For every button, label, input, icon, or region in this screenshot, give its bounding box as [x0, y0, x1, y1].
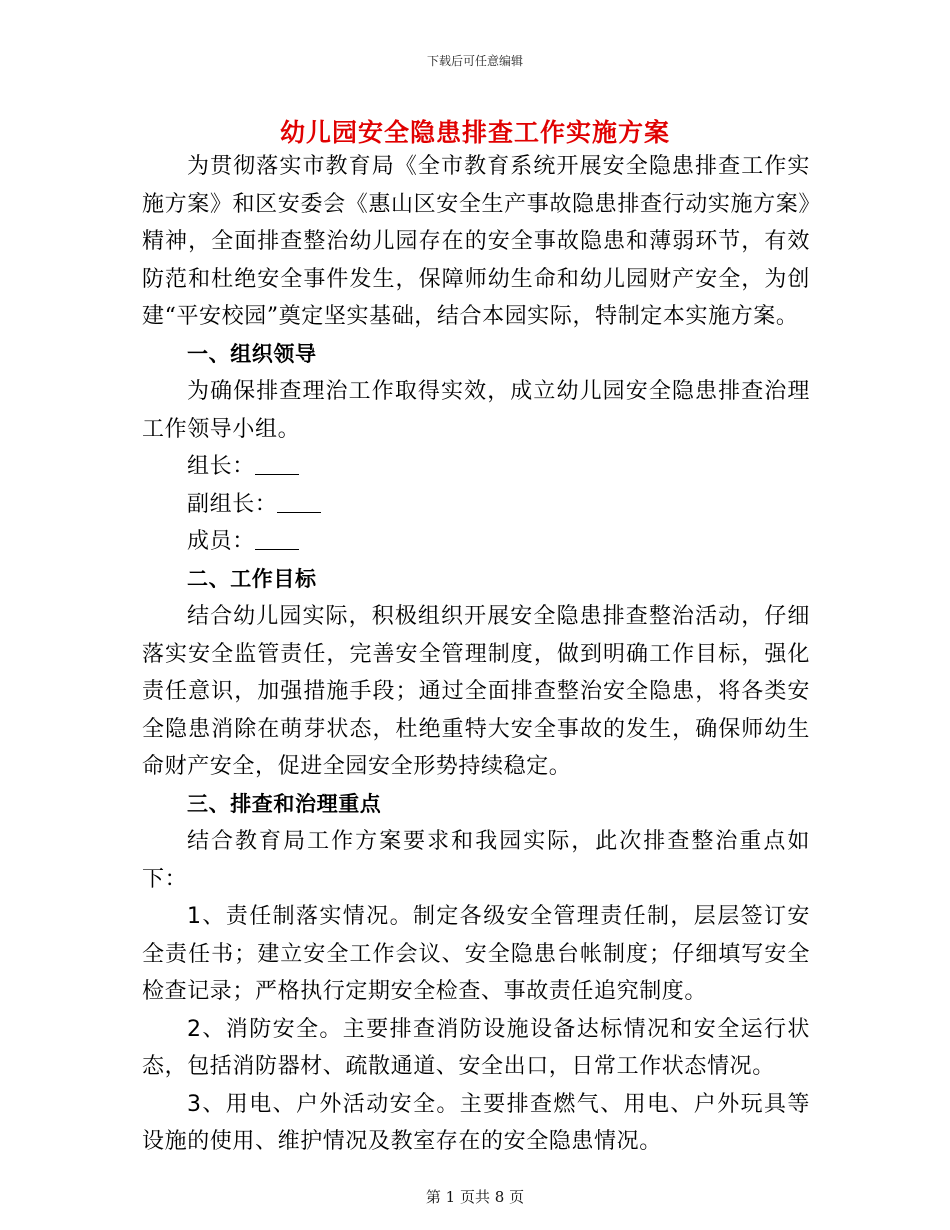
- member-field: [142, 523, 810, 561]
- focus-item-number: 1: [187, 904, 202, 929]
- member-label: 成员：: [187, 529, 255, 554]
- section-heading-focus: 三、排查和治理重点: [187, 791, 382, 816]
- deputy-field: [142, 486, 810, 524]
- focus-item-text: 、责任制落实情况。制定各级安全管理责任制，层层签订安全责任书；建立安全工作会议、安全隐患台帐制度；仔细填写安全检查记录；严格执行定期安全检查、事故责任追究制度。: [142, 904, 810, 1004]
- focus-item: [142, 898, 810, 1011]
- focus-item-number: 3: [187, 1091, 202, 1117]
- focus-item-number: 2: [187, 1016, 202, 1042]
- section-goals-body: 结合幼儿园实际，积极组织开展安全隐患排查整治活动，仔细落实安全监管责任，完善安全管理制度，做到明确工作目标，强化责任意识，加强措施手段；通过全面排查整治安全隐患，将各类安全隐患消除在萌芽状态，杜绝重特大安全事故的发生，确保师幼生命财产安全，促进全园安全形势持续稳定。: [142, 604, 810, 779]
- leader-label: 组长：: [187, 454, 255, 479]
- leader-blank: [255, 452, 299, 475]
- document-body: [142, 148, 810, 1161]
- page-number: 第 1 页共 8 页: [425, 1188, 525, 1206]
- member-blank: [255, 527, 299, 550]
- section-heading-goals: 二、工作目标: [187, 566, 317, 591]
- leader-field: [142, 448, 810, 486]
- deputy-blank: [277, 490, 321, 513]
- focus-item: [142, 1086, 810, 1161]
- focus-item: [142, 1011, 810, 1086]
- section-organization-body: 为确保排查理治工作取得实效，成立幼儿园安全隐患排查治理工作领导小组。: [142, 379, 810, 442]
- focus-item-text: 、用电、户外活动安全。主要排查燃气、用电、户外玩具等设施的使用、维护情况及教室存在的安全隐患情况。: [142, 1091, 810, 1154]
- section-focus-body: 结合教育局工作方案要求和我园实际，此次排查整治重点如下：: [142, 829, 810, 892]
- page-header-note: 下载后可任意编辑: [426, 54, 523, 68]
- focus-item-text: 、消防安全。主要排查消防设施设备达标情况和安全运行状态，包括消防器材、疏散通道、安全出口，日常工作状态情况。: [142, 1016, 810, 1079]
- intro-paragraph: 为贯彻落实市教育局《全市教育系统开展安全隐患排查工作实施方案》和区安委会《惠山区安全生产事故隐患排查行动实施方案》精神，全面排查整治幼儿园存在的安全事故隐患和薄弱环节，有效防范和杜绝安全事件发生，保障师幼生命和幼儿园财产安全，为创建“平安校园”奠定坚实基础，结合本园实际，特制定本实施方案。: [142, 154, 810, 329]
- document-title: 幼儿园安全隐患排查工作实施方案: [279, 118, 670, 147]
- deputy-label: 副组长：: [187, 491, 278, 517]
- section-heading-organization: 一、组织领导: [187, 341, 317, 366]
